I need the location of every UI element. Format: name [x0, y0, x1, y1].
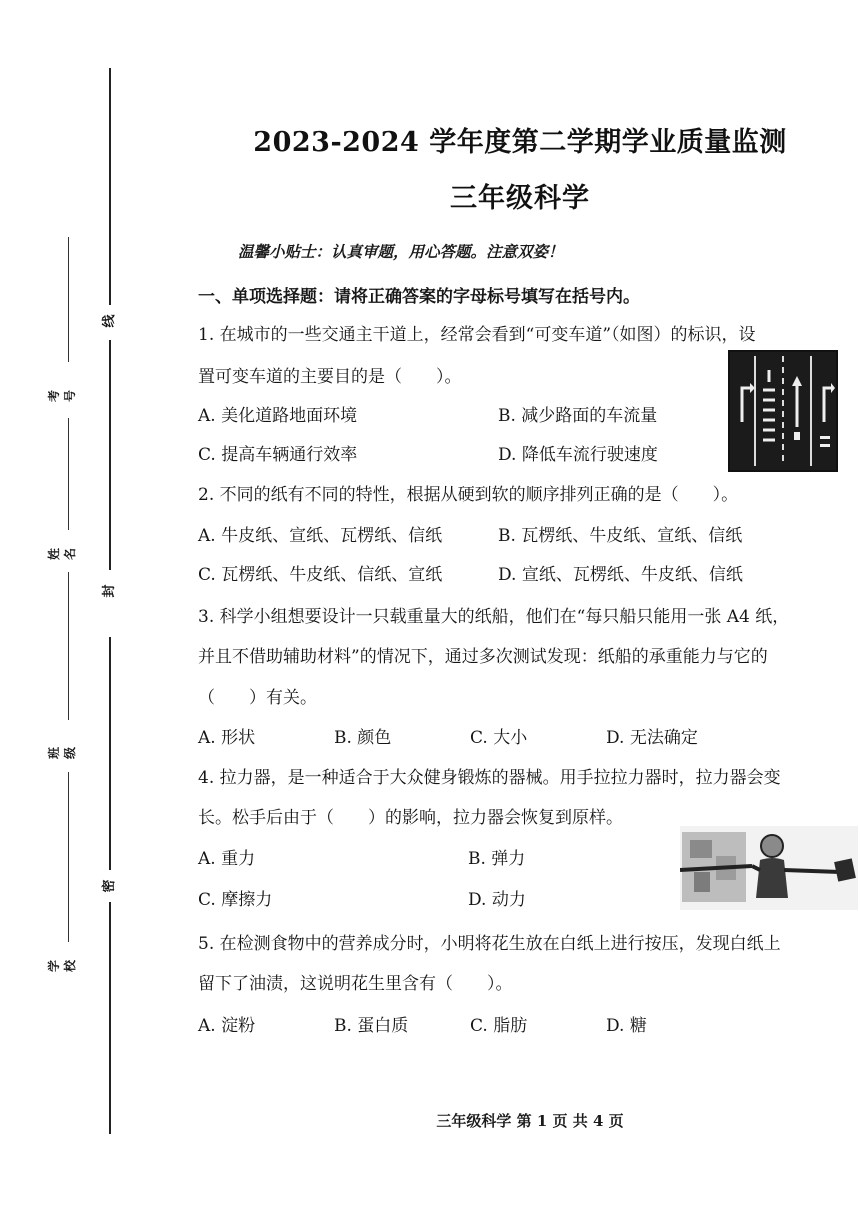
q4-option-b: B. 弹力	[468, 849, 526, 869]
name-line	[68, 572, 69, 720]
exam-number-line-lower	[68, 418, 69, 530]
binding-line	[109, 68, 111, 305]
class-line	[68, 772, 69, 942]
q5-stem: 5. 在检测食物中的营养成分时，小明将花生放在白纸上进行按压，发现白纸上	[198, 934, 781, 954]
chest-expander-photo	[680, 826, 858, 910]
binding-char-xian: 线	[102, 314, 117, 328]
binding-char-feng: 封	[102, 584, 117, 598]
exam-title: 2023-2024 学年度第二学期学业质量监测	[253, 127, 787, 158]
q1-option-b: B. 减少路面的车流量	[498, 406, 658, 426]
binding-line	[109, 902, 111, 1134]
section-heading: 一、单项选择题：请将正确答案的字母标号填写在括号内。	[198, 287, 640, 307]
q3-option-a: A. 形状	[198, 728, 256, 748]
q5-option-c: C. 脂肪	[470, 1016, 528, 1036]
q2-option-d: D. 宣纸、瓦楞纸、牛皮纸、信纸	[498, 565, 743, 585]
q3-option-b: B. 颜色	[334, 728, 392, 748]
q2-option-a: A. 牛皮纸、宣纸、瓦楞纸、信纸	[198, 526, 443, 546]
q2-option-b: B. 瓦楞纸、牛皮纸、宣纸、信纸	[498, 526, 743, 546]
q3-stem-cont2: （ ）有关。	[198, 688, 317, 708]
school-label: 学校	[47, 960, 77, 973]
q2-option-c: C. 瓦楞纸、牛皮纸、信纸、宣纸	[198, 565, 443, 585]
exam-tip: 温馨小贴士：认真审题，用心答题。注意双姿！	[238, 242, 564, 261]
q4-stem: 4. 拉力器，是一种适合于大众健身锻炼的器械。用手拉拉力器时，拉力器会变	[198, 768, 781, 788]
binding-line	[109, 340, 111, 570]
exam-subtitle: 三年级科学	[450, 183, 590, 214]
binding-line	[109, 637, 111, 870]
q5-option-b: B. 蛋白质	[334, 1016, 409, 1036]
variable-lane-sign-image	[728, 350, 838, 472]
q2-stem: 2. 不同的纸有不同的特性，根据从硬到软的顺序排列正确的是（ ）。	[198, 485, 739, 505]
binding-char-mi: 密	[102, 879, 117, 893]
q5-option-a: A. 淀粉	[198, 1016, 256, 1036]
q1-option-c: C. 提高车辆通行效率	[198, 445, 358, 465]
q3-option-c: C. 大小	[470, 728, 528, 748]
q5-option-d: D. 糖	[606, 1016, 647, 1036]
name-label: 姓名	[47, 548, 77, 561]
class-label: 班级	[47, 747, 77, 760]
q3-stem-cont: 并且不借助辅助材料”的情况下，通过多次测试发现：纸船的承重能力与它的	[198, 647, 768, 667]
q4-option-d: D. 动力	[468, 890, 526, 910]
exam-number-line	[68, 237, 69, 362]
q1-option-a: A. 美化道路地面环境	[198, 406, 358, 426]
q4-option-a: A. 重力	[198, 849, 256, 869]
lane-sign-graphic	[730, 352, 836, 470]
q1-stem: 1. 在城市的一些交通主干道上，经常会看到“可变车道”（如图）的标识，设	[198, 325, 756, 345]
q4-option-c: C. 摩擦力	[198, 890, 273, 910]
chest-expander-graphic	[680, 826, 858, 910]
exam-number-label: 考号	[47, 390, 77, 403]
q4-stem-cont: 长。松手后由于（ ）的影响，拉力器会恢复到原样。	[198, 808, 623, 828]
q3-option-d: D. 无法确定	[606, 728, 698, 748]
q1-option-d: D. 降低车流行驶速度	[498, 445, 658, 465]
q1-stem-cont: 置可变车道的主要目的是（ ）。	[198, 367, 462, 387]
q3-stem: 3. 科学小组想要设计一只载重量大的纸船，他们在“每只船只能用一张 A4 纸，	[198, 607, 790, 627]
page-footer: 三年级科学 第 1 页 共 4 页	[436, 1112, 624, 1130]
q5-stem-cont: 留下了油渍，这说明花生里含有（ ）。	[198, 974, 513, 994]
